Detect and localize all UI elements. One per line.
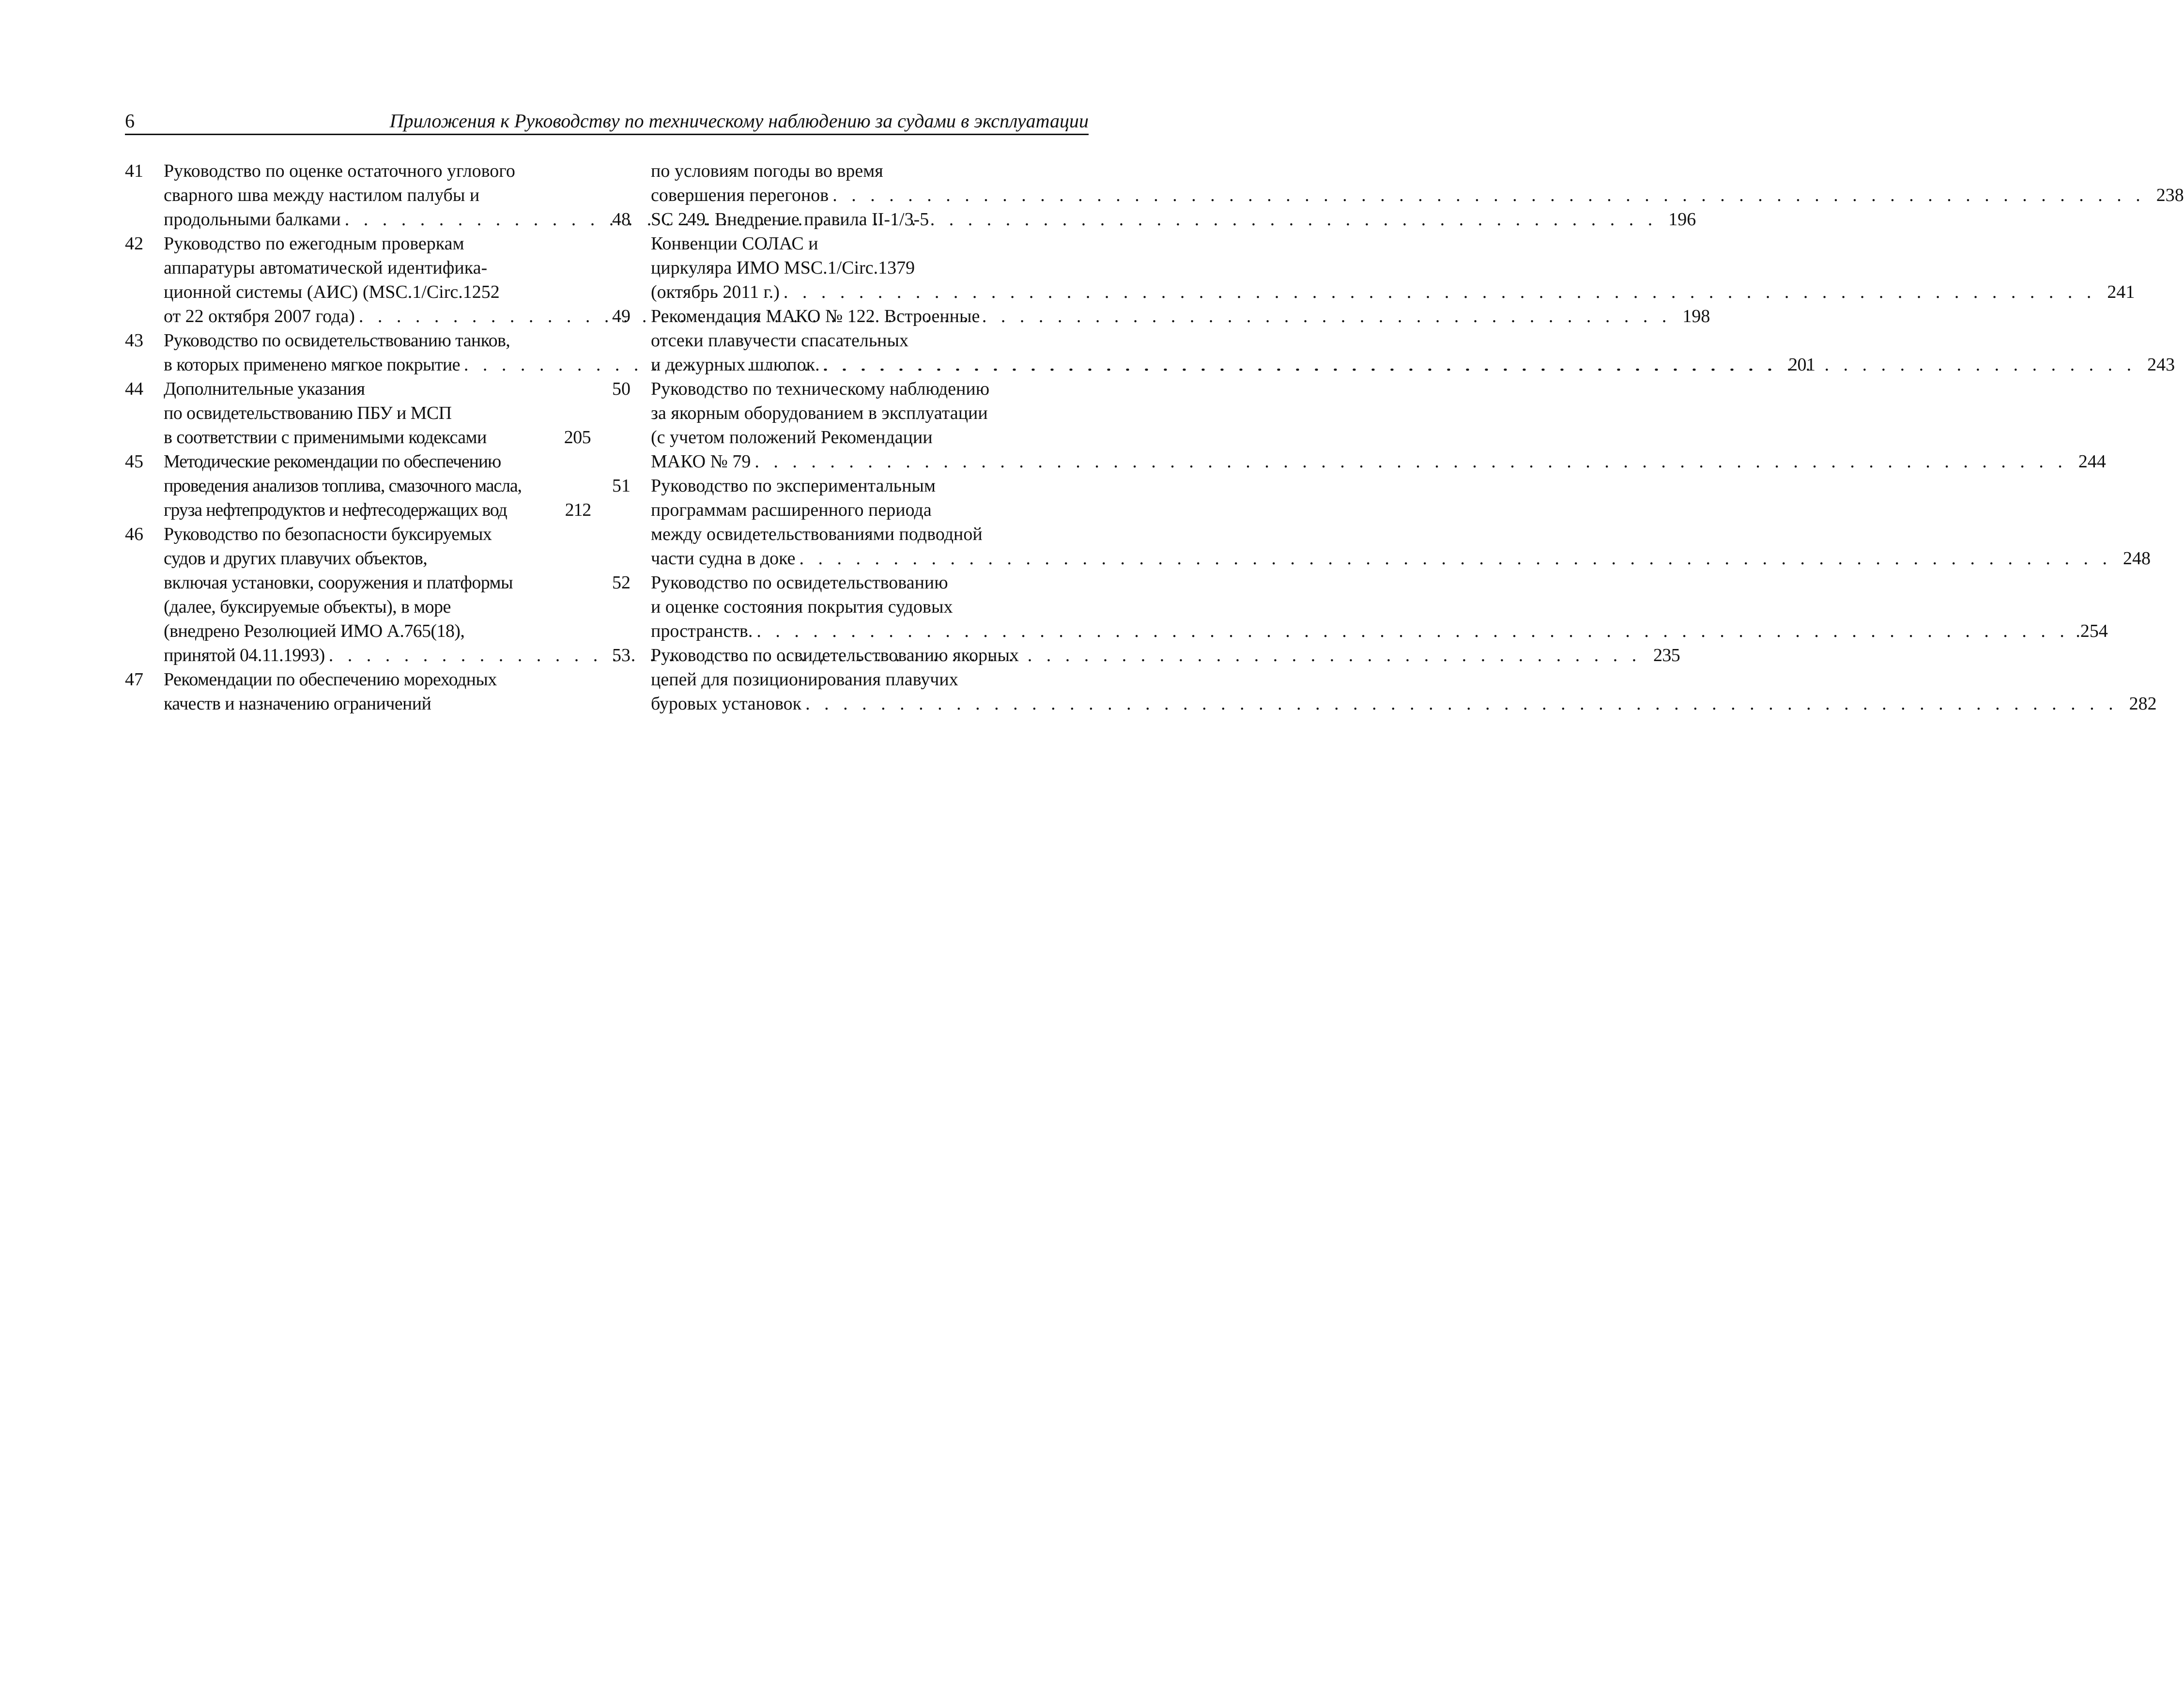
- toc-entry-line: по освидетельствованию ПБУ и МСП: [164, 403, 452, 423]
- toc-entry-line: включая установки, сооружения и платформы: [164, 572, 513, 593]
- toc-entry-line: (внедрено Резолюцией ИМО А.765(18),: [164, 621, 465, 641]
- toc-entry-line: проведения анализов топлива, смазочного масла,: [164, 476, 522, 496]
- toc-entry-51: [612, 474, 2151, 571]
- dot-leader: [487, 425, 552, 449]
- toc-entry-line: аппаратуры автоматической идентифика-: [164, 258, 488, 278]
- toc-page-number: 241: [2107, 282, 2135, 302]
- running-title: Приложения к Руководству по техническому наблюдению за судами в эксплуатации: [389, 110, 1089, 132]
- toc-entry-line: цепей для позиционирования плавучих: [651, 669, 958, 690]
- toc-entry-line: буровых установок: [651, 694, 802, 714]
- toc-entry-line: Руководство по техническому наблюдению: [651, 379, 990, 399]
- dot-leader: [780, 280, 2096, 304]
- toc-entry-line: и оценке состояния покрытия судовых: [651, 597, 953, 617]
- toc-page-number: 201: [1788, 355, 1815, 375]
- toc-entry-line: качеств и назначению ограничений: [164, 694, 431, 714]
- dot-leader: [829, 183, 2145, 207]
- toc-entry-line: за якорным оборудованием в эксплуатации: [651, 403, 988, 423]
- toc-entry-line: Рекомендация МАКО № 122. Встроенные: [651, 306, 980, 326]
- toc-entry-47: [125, 667, 591, 716]
- toc-entry-number: 43: [125, 330, 143, 351]
- toc-entry-number: 46: [125, 524, 143, 544]
- toc-entry-line: части судна в доке: [651, 548, 796, 569]
- toc-entry-line: по условиям погоды во время: [651, 161, 883, 181]
- toc-entry-line: ционной системы (АИС) (MSC.1/Circ.1252: [164, 282, 500, 302]
- toc-page-number: 235: [1653, 645, 1680, 665]
- dot-leader: [753, 619, 2069, 643]
- toc-entry-line: Руководство по ежегодным проверкам: [164, 233, 464, 254]
- toc-entry-number: 49: [612, 306, 631, 326]
- toc-page-number: .254: [2076, 621, 2108, 641]
- toc-entry-line: в которых применено мягкое покрытие: [164, 355, 460, 375]
- toc-entry-line: пространств.: [651, 621, 753, 641]
- toc-page-number: 282: [2129, 694, 2157, 714]
- toc-entry-number: 52: [612, 572, 631, 593]
- toc-page-number: 238: [2156, 185, 2184, 205]
- toc-entry-line: Рекомендации по обеспечению мореходных: [164, 669, 497, 690]
- toc-entry-line: Дополнительные указания: [164, 379, 365, 399]
- toc-entry-number: 42: [125, 233, 143, 254]
- toc-entry-line: Руководство по оценке остаточного углового: [164, 161, 515, 181]
- toc-entry-line: в соответствии с применимыми кодексами: [164, 427, 487, 448]
- toc-entry-line: принятой 04.11.1993): [164, 645, 325, 665]
- toc-entry-line: Руководство по безопасности буксируемых: [164, 524, 492, 544]
- toc-page-number: 198: [1682, 306, 1710, 326]
- toc-entry-47-continued: [612, 159, 2184, 207]
- toc-entry-line: Методические рекомендации по обеспечению: [164, 451, 501, 472]
- toc-page-number: 244: [2078, 451, 2106, 472]
- toc-entry-number: 45: [125, 451, 143, 472]
- toc-entry-line: МАКО № 79: [651, 451, 751, 472]
- toc-entry-50: [612, 377, 2106, 474]
- page-number: 6: [125, 110, 135, 132]
- toc-entry-line: циркуляра ИМО MSC.1/Circ.1379: [651, 258, 915, 278]
- page-header: [125, 108, 1089, 135]
- dot-leader: [751, 449, 2067, 474]
- toc-entry-45: [125, 449, 591, 522]
- toc-entry-number: 48: [612, 209, 631, 230]
- toc-entry-line: груза нефтепродуктов и нефтесодержащих вод: [164, 500, 507, 520]
- toc-entry-44: [125, 377, 591, 449]
- toc-entry-number: 51: [612, 476, 631, 496]
- toc-entry-line: (далее, буксируемые объекты), в море: [164, 597, 451, 617]
- toc-entry-line: Конвенции СОЛАС и: [651, 233, 818, 254]
- toc-entry-line: (октябрь 2011 г.): [651, 282, 780, 302]
- dot-leader: [820, 353, 2137, 377]
- toc-page-number: 212: [565, 500, 591, 520]
- toc-entry-line: Руководство по освидетельствованию: [651, 572, 948, 593]
- toc-entry-line: от 22 октября 2007 года): [164, 306, 355, 326]
- toc-entry-line: (с учетом положений Рекомендации: [651, 427, 933, 448]
- toc-entry-number: 53: [612, 645, 631, 665]
- dot-leader: [795, 546, 2112, 571]
- toc-page-number: 248: [2122, 548, 2151, 569]
- toc-entry-line: Руководство по экспериментальным: [651, 476, 936, 496]
- toc-entry-52: [612, 571, 2108, 643]
- toc-entry-line: отсеки плавучести спасательных: [651, 330, 909, 351]
- toc-entry-line: Руководство по освидетельствованию танков,: [164, 330, 510, 351]
- dot-leader: [507, 498, 552, 522]
- toc-entry-number: 47: [125, 669, 143, 690]
- toc-entry-line: сварного шва между настилом палубы и: [164, 185, 480, 205]
- dot-leader: [801, 692, 2118, 716]
- toc-page-number: 243: [2147, 355, 2175, 375]
- toc-entry-line: судов и других плавучих объектов,: [164, 548, 428, 569]
- toc-entry-line: продольными балками: [164, 209, 341, 230]
- toc-entry-line: и дежурных шлюпок.: [651, 355, 820, 375]
- toc-page-number: 205: [564, 427, 591, 448]
- toc-entry-line: Руководство по освидетельствованию якорных: [651, 645, 1019, 665]
- toc-entry-line: совершения перегонов: [651, 185, 829, 205]
- toc-entry-line: SC 249. Внедрение правила II-1/3-5: [651, 209, 929, 230]
- toc-entry-number: 44: [125, 379, 143, 399]
- toc-entry-line: программам расширенного периода: [651, 500, 932, 520]
- toc-entry-number: 50: [612, 379, 631, 399]
- toc-entry-number: 41: [125, 161, 143, 181]
- toc-entry-line: между освидетельствованиями подводной: [651, 524, 983, 544]
- toc-page-number: 196: [1668, 209, 1696, 230]
